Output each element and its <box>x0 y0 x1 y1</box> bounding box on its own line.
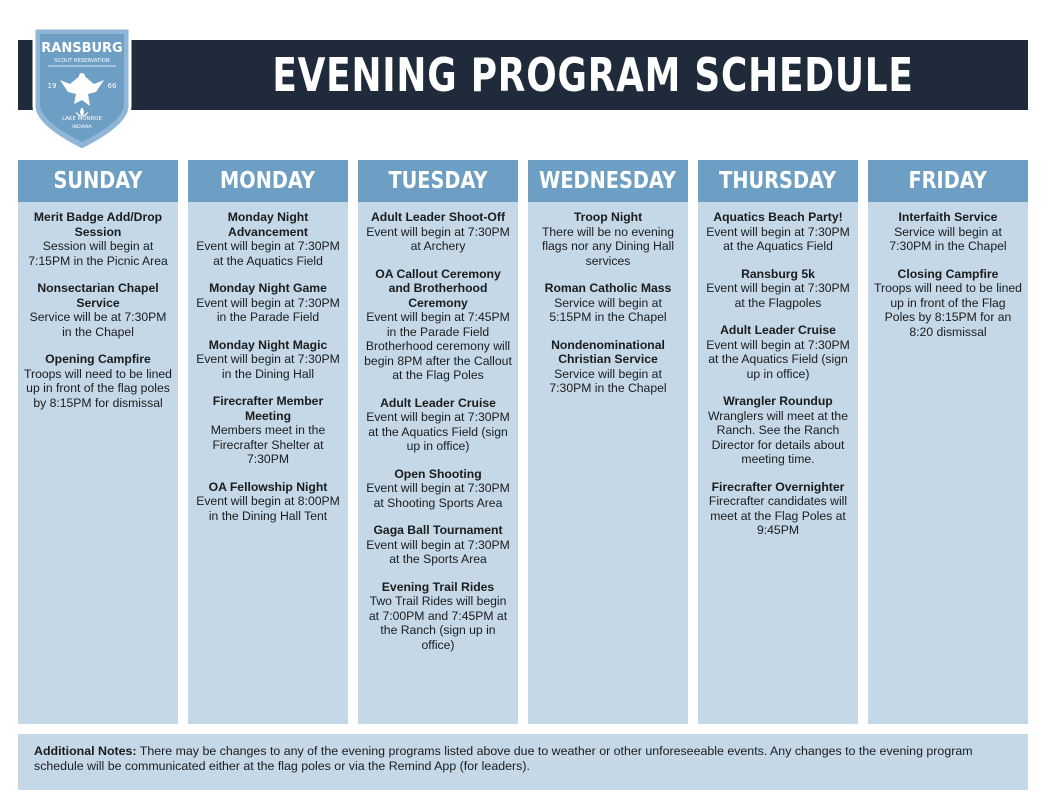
event-title: Opening Campfire <box>45 352 151 366</box>
schedule-columns <box>18 160 1028 724</box>
event-list <box>188 202 348 523</box>
event-title: Firecrafter Member Meeting <box>212 394 324 423</box>
event-list <box>698 202 858 538</box>
event-detail: Troops will need to be lined up in front of the Flag Poles by 8:15PM for an 8:20 dismissal <box>874 281 1022 339</box>
event-detail: Firecrafter candidates will meet at the Flag Poles at 9:45PM <box>708 494 848 537</box>
day-column-tuesday <box>358 160 518 724</box>
event-item <box>874 210 1022 254</box>
day-column-wednesday <box>528 160 688 724</box>
event-detail: Wranglers will meet at the Ranch. See the Ranch Director for details about meeting time. <box>708 408 848 466</box>
event-item <box>534 338 682 396</box>
logo-year-left: 19 <box>47 82 57 90</box>
event-item <box>364 467 512 511</box>
event-title: Wrangler Roundup <box>723 394 833 408</box>
event-item <box>194 210 342 268</box>
event-item <box>24 281 172 339</box>
day-column-thursday <box>698 160 858 724</box>
event-title: Adult Leader Shoot-Off <box>370 210 506 224</box>
day-column-friday <box>868 160 1028 724</box>
event-item <box>24 210 172 268</box>
logo-year-right: 66 <box>107 82 117 90</box>
day-heading: SUNDAY <box>18 160 178 202</box>
event-item <box>194 480 342 524</box>
event-detail: Event will begin at 7:30PM at Archery <box>366 224 510 253</box>
event-item <box>364 210 512 254</box>
event-item <box>364 580 512 653</box>
ransburg-logo <box>30 22 134 154</box>
event-item <box>364 396 512 454</box>
event-title: Adult Leader Cruise <box>380 395 496 410</box>
event-list <box>528 202 688 396</box>
day-heading: FRIDAY <box>868 160 1028 202</box>
logo-state: INDIANA <box>72 125 92 130</box>
day-heading: MONDAY <box>188 160 348 202</box>
notes-text: There may be changes to any of the evening programs listed above due to weather or other unforeseeable events. Any changes to the evening program schedule will be communicated either at the flag poles or via the Remind App (for leaders). <box>34 744 973 773</box>
event-detail: Event will begin at 7:30PM at the Sports Area <box>366 537 510 566</box>
event-item <box>704 267 852 311</box>
page-title: EVENING PROGRAM SCHEDULE <box>272 48 914 102</box>
event-item <box>704 480 852 538</box>
event-item <box>704 323 852 381</box>
notes-label: Additional Notes: <box>34 744 137 758</box>
header-bar <box>18 40 1028 110</box>
event-detail: Event will begin at 7:30PM at the Flagpoles <box>706 281 850 310</box>
event-detail: Event will begin at 7:30PM in the Parade Field <box>196 295 340 324</box>
event-title: Firecrafter Overnighter <box>711 479 845 494</box>
event-title: OA Fellowship Night <box>208 479 328 494</box>
event-title: Evening Trail Rides <box>381 579 495 594</box>
event-detail: There will be no evening flags nor any Dining Hall services <box>541 224 675 268</box>
event-item <box>704 394 852 467</box>
event-title: Ransburg 5k <box>741 266 815 281</box>
event-detail: Service will begin at 7:30PM in the Chapel <box>889 224 1007 253</box>
logo-location: LAKE MONROE <box>62 116 102 122</box>
event-item <box>194 338 342 382</box>
event-title: Roman Catholic Mass <box>544 281 672 295</box>
event-item <box>534 210 682 268</box>
logo-subtitle: SCOUT RESERVATION <box>54 58 110 64</box>
event-title: OA Callout Ceremony and Brotherhood Ceremony <box>375 266 501 310</box>
event-detail: Service will be at 7:30PM in the Chapel <box>29 310 167 339</box>
event-item <box>874 267 1022 340</box>
event-detail: Service will begin at 5:15PM in the Chapel <box>549 295 667 324</box>
event-title: Nonsectarian Chapel Service <box>37 281 159 310</box>
event-list <box>868 202 1028 339</box>
event-detail: Event will begin at 8:00PM in the Dining Hall Tent <box>196 494 340 523</box>
event-title: Gaga Ball Tournament <box>373 523 503 537</box>
event-detail: Troops will need to be lined up in front of the flag poles by 8:15PM for dismissal <box>24 366 172 410</box>
event-item <box>364 267 512 383</box>
event-detail: Event will begin at 7:30PM at the Aquatics Field (sign up in office) <box>366 410 510 453</box>
event-title: Adult Leader Cruise <box>720 323 836 337</box>
event-list <box>18 202 178 410</box>
event-title: Monday Night Advancement <box>227 210 309 239</box>
event-detail: Event will begin at 7:30PM at the Aquatics Field <box>706 224 850 253</box>
event-item <box>194 281 342 325</box>
day-heading: TUESDAY <box>358 160 518 202</box>
event-title: Open Shooting <box>394 466 482 481</box>
additional-notes <box>18 734 1028 790</box>
event-item <box>364 523 512 567</box>
event-detail: Event will begin at 7:30PM in the Dining Hall <box>196 352 340 381</box>
day-heading: WEDNESDAY <box>528 160 688 202</box>
event-item <box>534 281 682 325</box>
event-detail: Event will begin at 7:45PM in the Parade Field Brotherhood ceremony will begin 8PM after the Callout at the Flag Poles <box>364 310 512 382</box>
event-item <box>24 352 172 410</box>
event-title: Aquatics Beach Party! <box>713 210 843 224</box>
event-item <box>704 210 852 254</box>
event-title: Nondenominational Christian Service <box>551 337 665 366</box>
event-title: Troop Night <box>573 210 643 224</box>
event-title: Interfaith Service <box>898 210 998 224</box>
event-detail: Event will begin at 7:30PM at the Aquatics Field <box>196 239 340 268</box>
event-detail: Event will begin at 7:30PM at Shooting Sports Area <box>366 481 510 510</box>
event-title: Merit Badge Add/Drop Session <box>33 210 163 239</box>
event-item <box>194 394 342 467</box>
event-title: Closing Campfire <box>897 266 999 281</box>
event-title: Monday Night Game <box>209 281 327 295</box>
logo-name: RANSBURG <box>41 41 123 56</box>
event-list <box>358 202 518 652</box>
event-detail: Two Trail Rides will begin at 7:00PM and 7:45PM at the Ranch (sign up in office) <box>368 594 508 652</box>
day-column-sunday <box>18 160 178 724</box>
day-heading: THURSDAY <box>698 160 858 202</box>
event-detail: Members meet in the Firecrafter Shelter at 7:30PM <box>210 423 326 466</box>
event-detail: Service will begin at 7:30PM in the Chapel <box>549 366 667 395</box>
day-column-monday <box>188 160 348 724</box>
event-detail: Session will begin at 7:15PM in the Picnic Area <box>28 239 168 268</box>
event-title: Monday Night Magic <box>208 337 328 352</box>
event-detail: Event will begin at 7:30PM at the Aquatics Field (sign up in office) <box>706 337 850 381</box>
